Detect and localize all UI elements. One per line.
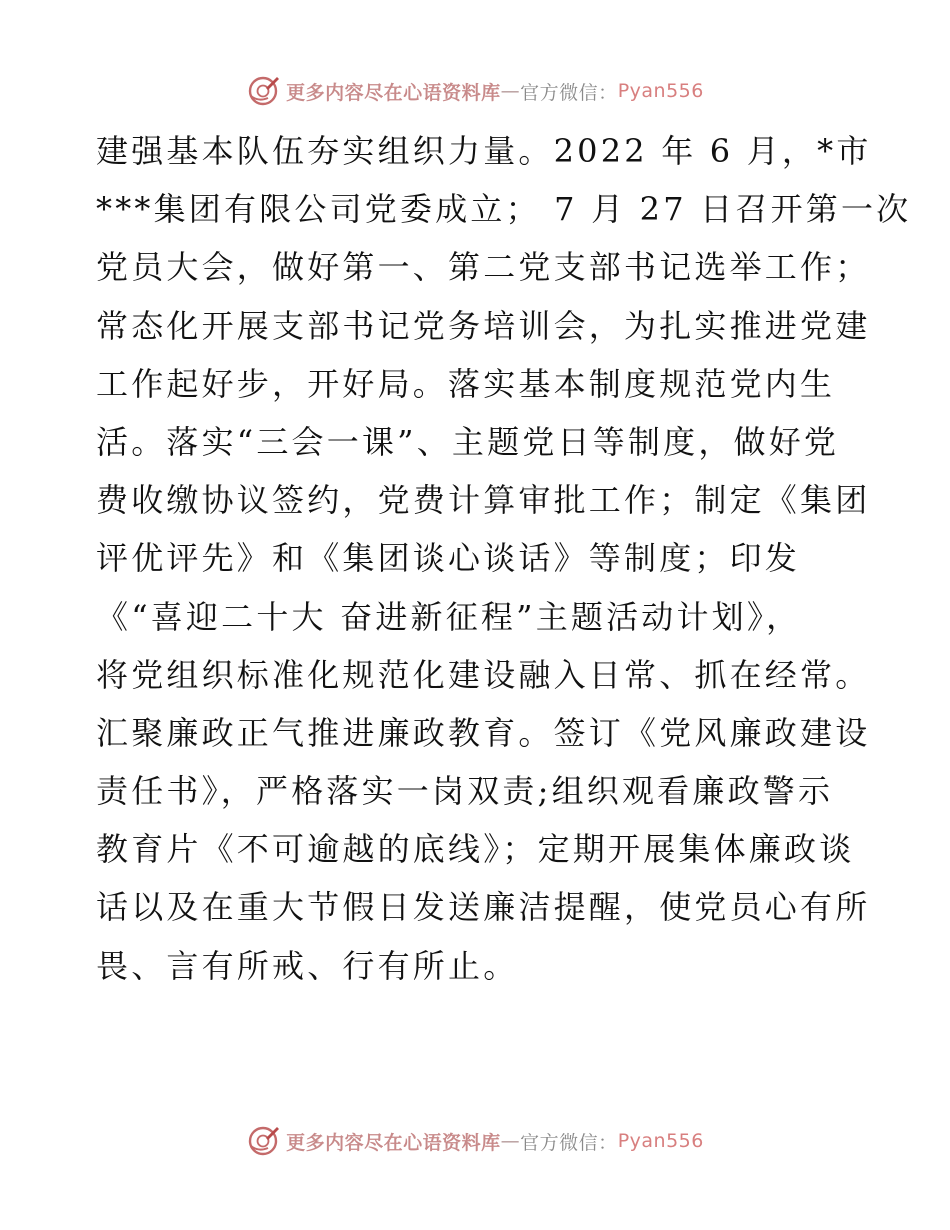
watermark-official-label: 官方微信：: [520, 81, 618, 104]
text-line: 建强基本队伍夯实组织力量。2022 年 6 月，*市: [96, 132, 872, 170]
watermark-wechat-id: Pyan556: [617, 1130, 704, 1152]
watermark-dash: —: [500, 80, 521, 102]
text-line: 话以及在重大节假日发送廉洁提醒，使党员心有所: [96, 888, 871, 927]
watermark-brand: 更多内容尽在心语资料库: [286, 1131, 501, 1154]
text-line: ***集团有限公司党委成立； 7 月 27 日召开第一次: [96, 190, 912, 229]
text-line: 《“喜迎二十大 奋进新征程”主题活动计划》，: [96, 597, 802, 636]
text-line: 党员大会，做好第一、第二党支部书记选举工作；: [96, 248, 871, 287]
text-line: 评优评先》和《集团谈心谈话》等制度；印发: [96, 539, 801, 578]
text-line: 常态化开展支部书记党务培训会，为扎实推进党建: [96, 306, 871, 345]
text-line: 将党组织标准化规范化建设融入日常、抓在经常。: [96, 655, 871, 694]
footer-watermark: [0, 1121, 950, 1161]
pen-nib-circle-icon: [246, 1124, 280, 1158]
text-line: 畏、言有所戒、行有所止。: [96, 946, 519, 985]
text-line: 费收缴协议签约，党费计算审批工作；制定《集团: [96, 481, 871, 520]
watermark-brand: 更多内容尽在心语资料库: [286, 81, 501, 104]
text-line: 活。落实“三会一课”、主题党日等制度，做好党: [96, 422, 840, 461]
watermark-text: [286, 1128, 704, 1155]
text-line: 责任书》，严格落实一岗双责;组织观看廉政警示: [96, 772, 834, 811]
watermark-dash: —: [500, 1130, 521, 1152]
watermark-wechat-id: Pyan556: [617, 80, 704, 102]
text-line: 工作起好步，开好局。落实基本制度规范党内生: [96, 364, 836, 403]
watermark-official-label: 官方微信：: [520, 1131, 618, 1154]
text-line: 汇聚廉政正气推进廉政教育。签订《党风廉政建设: [96, 713, 871, 752]
text-line: 教育片《不可逾越的底线》；定期开展集体廉政谈: [96, 830, 855, 869]
document-body: [96, 122, 912, 995]
pen-nib-circle-icon: [246, 74, 280, 108]
watermark-text: [286, 78, 704, 105]
header-watermark: [0, 71, 950, 111]
